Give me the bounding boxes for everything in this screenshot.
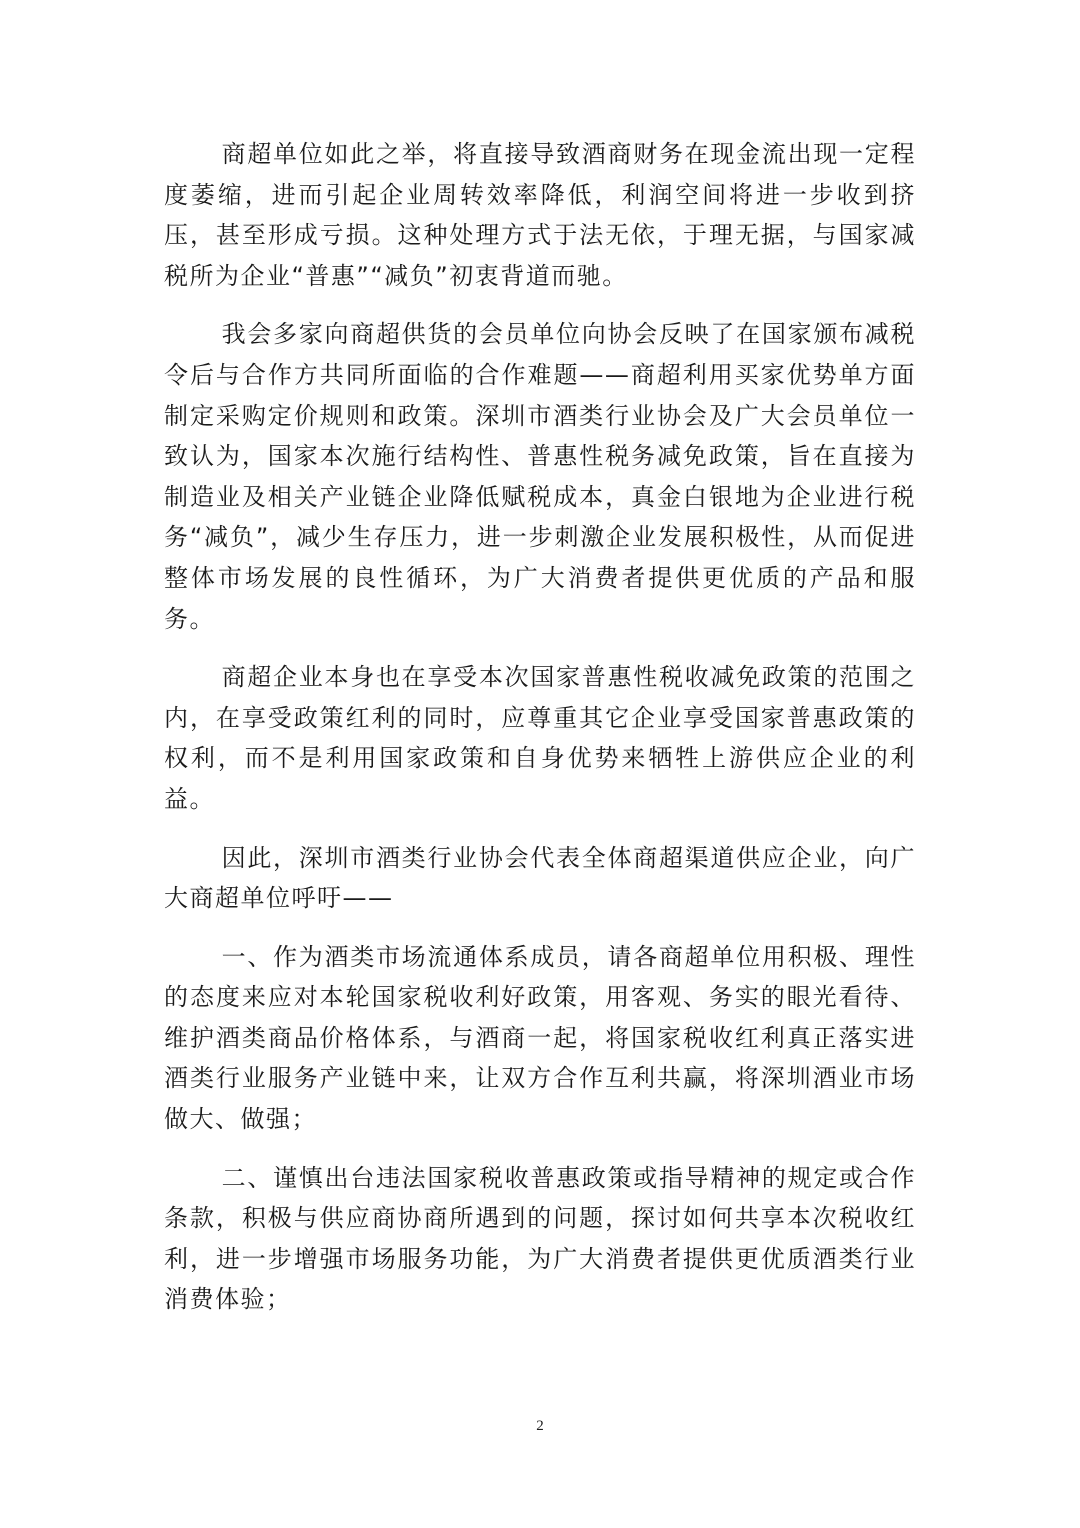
- page-number: 2: [536, 1418, 544, 1434]
- paragraph-2: 我会多家向商超供货的会员单位向协会反映了在国家颁布减税令后与合作方共同所面临的合作难题——商超利用买家优势单方面制定采购定价规则和政策。深圳市酒类行业协会及广大会员单位一致认为，国家本次施行结构性、普惠性税务减免政策，旨在直接为制造业及相关产业链企业降低赋税成本，真金白银地为企业进行税务“减负”，减少生存压力，进一步刺激企业发展积极性，从而促进整体市场发展的良性循环，为广大消费者提供更优质的产品和服务。: [164, 320, 916, 633]
- paragraph-6: 二、谨慎出台违法国家税收普惠政策或指导精神的规定或合作条款，积极与供应商协商所遇到的问题，探讨如何共享本次税收红利，进一步增强市场服务功能，为广大消费者提供更优质酒类行业消费体验；: [164, 1163, 916, 1314]
- paragraph-1: 商超单位如此之举，将直接导致酒商财务在现金流出现一定程度萎缩，进而引起企业周转效率降低，利润空间将进一步收到挤压，甚至形成亏损。这种处理方式于法无依，于理无据，与国家减税所为企业“普惠”“减负”初衷背道而驰。: [164, 140, 916, 290]
- paragraph-3: 商超企业本身也在享受本次国家普惠性税收减免政策的范围之内，在享受政策红利的同时，应尊重其它企业享受国家普惠政策的权利，而不是利用国家政策和自身优势来牺牲上游供应企业的利益。: [164, 663, 916, 813]
- paragraph-4: 因此，深圳市酒类行业协会代表全体商超渠道供应企业，向广大商超单位呼吁——: [164, 843, 916, 913]
- document-body: [164, 134, 916, 1338]
- paragraph-5: 一、作为酒类市场流通体系成员，请各商超单位用积极、理性的态度来应对本轮国家税收利好政策，用客观、务实的眼光看待、维护酒类商品价格体系，与酒商一起，将国家税收红利真正落实进酒类行业服务产业链中来，让双方合作互利共赢，将深圳酒业市场做大、做强；: [164, 942, 916, 1134]
